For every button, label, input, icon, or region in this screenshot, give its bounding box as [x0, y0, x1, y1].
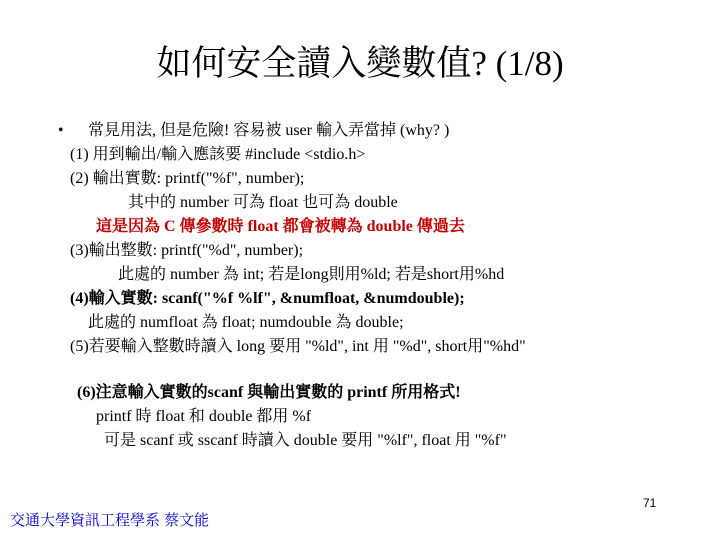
body-line-5: (5)若要輸入整數時讀入 long 要用 "%ld", int 用 "%d", short用"%hd" — [70, 338, 526, 355]
body-line-2-note: 其中的 number 可為 float 也可為 double — [128, 194, 398, 211]
bullet-icon: • — [58, 122, 64, 139]
body-line-4-note: 此處的 numfloat 為 float; numdouble 為 double; — [88, 314, 404, 331]
body-line-3: (3)輸出整數: printf("%d", number); — [70, 242, 304, 259]
body-line-6-note-1: printf 時 float 和 double 都用 %f — [96, 408, 312, 425]
slide-title: 如何安全讀入變數值? (1/8) — [156, 44, 564, 83]
body-line-2: (2) 輸出實數: printf("%f", number); — [70, 170, 305, 187]
page-number: 71 — [643, 496, 657, 510]
body-line-6: (6)注意輸入實數的scanf 與輸出實數的 printf 所用格式! — [77, 384, 461, 401]
body-line-4: (4)輸入實數: scanf("%f %lf", &numfloat, &numdouble); — [70, 290, 465, 307]
footer-author: 交通大學資訊工程學系 蔡文能 — [10, 512, 210, 529]
body-line-intro: 常見用法, 但是危險! 容易被 user 輸入弄當掉 (why? ) — [88, 122, 450, 139]
body-line-6-note-2: 可是 scanf 或 sscanf 時讀入 double 要用 "%lf", float 用 "%f" — [104, 432, 507, 449]
body-line-3-note: 此處的 number 為 int; 若是long則用%ld; 若是short用%hd — [118, 266, 505, 283]
body-line-1: (1) 用到輸出/輸入應該要 #include <stdio.h> — [70, 146, 366, 163]
body-line-2-highlight: 這是因為 C 傳參數時 float 都會被轉為 double 傳過去 — [96, 218, 465, 235]
